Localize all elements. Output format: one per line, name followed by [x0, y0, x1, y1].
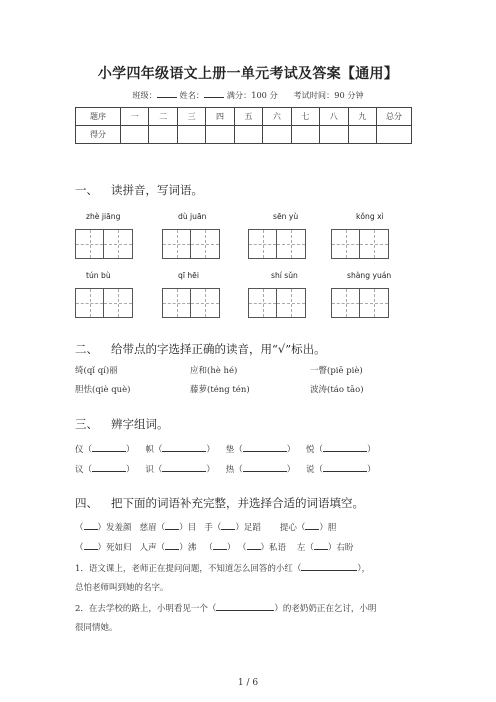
answer-blank[interactable] [165, 541, 179, 550]
answer-blank[interactable] [84, 521, 98, 530]
idiom-text: 胆 [327, 523, 337, 533]
writing-grid[interactable] [75, 229, 133, 259]
question-text: ）的老奶奶正在乞讨，小明 [274, 604, 377, 614]
char: 议 [75, 465, 84, 475]
score-cell: 总分 [377, 108, 412, 126]
question-1-cont: 总怕老师叫到她的名字。 [75, 583, 169, 593]
char: 识 [145, 465, 154, 475]
item-options: (qiè què) [92, 385, 131, 395]
item-options: (táo tāo) [327, 385, 364, 395]
item-word-end: 丽 [109, 366, 118, 376]
answer-blank[interactable] [165, 521, 179, 530]
answer-blank[interactable] [323, 443, 367, 452]
section-3-heading [75, 416, 169, 432]
char: 悦 [306, 445, 315, 455]
score-input-cell[interactable] [377, 126, 412, 144]
idiom-text: 人声 [139, 543, 157, 553]
item-word: 一瞥 [310, 366, 328, 376]
word-row-2: 议（ ） 识（ ） 热（ ） 说（ ） [75, 465, 376, 475]
score-cell: 六 [263, 108, 291, 126]
item-word: 应和 [190, 366, 208, 376]
name-blank [204, 89, 224, 98]
score-cell: 题序 [76, 108, 121, 126]
writing-grid[interactable] [162, 288, 220, 318]
score-row-label: 得分 [76, 126, 121, 144]
score-input-cell[interactable] [320, 126, 348, 144]
char: 垫 [225, 445, 235, 455]
char: 热 [225, 465, 235, 475]
score-input-cell[interactable] [206, 126, 234, 144]
score-input-cell[interactable] [263, 126, 291, 144]
reading-item[interactable] [310, 383, 364, 395]
answer-blank[interactable] [92, 463, 126, 472]
question-1 [75, 562, 370, 574]
idiom-text: 提心 [279, 523, 297, 533]
exam-info [0, 89, 496, 101]
item-word: 波涛 [310, 385, 328, 395]
item-options: (hè hé) [207, 366, 238, 376]
score-cell: 四 [206, 108, 234, 126]
section-number: 一、 [75, 183, 98, 197]
answer-blank[interactable] [243, 443, 287, 452]
score-cell: 八 [320, 108, 348, 126]
idiom-text: 足蹈 [243, 523, 261, 533]
idiom-row-1: （ ）发羞颜 慈眉（ ）目 手（ ）足蹈 提心（ ）胆 [75, 523, 337, 533]
question-text: ）， [357, 564, 371, 574]
writing-grid[interactable] [248, 229, 306, 259]
idiom-text: 沸 [187, 543, 197, 553]
pinyin-3: sēn yù [273, 212, 299, 221]
word-row-1: 仪（ ） 帜（ ） 垫（ ） 悦（ ） [75, 445, 376, 455]
exam-time: 考试时间：90 分钟 [293, 90, 364, 100]
pinyin-2: dù juān [178, 212, 207, 221]
section-2-heading [75, 341, 326, 357]
writing-grid[interactable] [248, 288, 306, 318]
writing-grid[interactable] [331, 229, 389, 259]
section-number: 二、 [75, 342, 98, 356]
question-2 [75, 602, 376, 614]
question-text: 1．语文课上，老师正在提问问题，不知道怎么回答的小红（ [75, 564, 302, 574]
reading-item[interactable] [190, 383, 250, 395]
score-input-cell[interactable] [291, 126, 319, 144]
answer-blank[interactable] [314, 541, 328, 550]
reading-item[interactable] [310, 364, 363, 376]
score-input-cell[interactable] [177, 126, 205, 144]
answer-blank[interactable] [162, 463, 206, 472]
pinyin-7: shí sǔn [271, 271, 298, 280]
section-title: 辨字组词。 [111, 417, 169, 431]
idiom-row-2: （ ）死如归 人声（ ）沸 （ ） （ ）私语 左（ ）右盼 [75, 543, 354, 553]
reading-item[interactable] [190, 364, 237, 376]
pinyin-4: kǒng xì [356, 212, 384, 221]
score-input-cell[interactable] [348, 126, 377, 144]
idiom-text: 死如归 [106, 543, 132, 553]
score-table-header-row [76, 108, 412, 126]
writing-grid[interactable] [162, 229, 220, 259]
question-text: 2．在去学校的路上，小明看见一个（ [75, 604, 217, 614]
section-title: 读拼音，写词语。 [111, 183, 203, 197]
answer-blank[interactable] [301, 562, 357, 571]
section-1-heading [75, 182, 203, 198]
char: 帜 [145, 445, 154, 455]
writing-grid[interactable] [331, 288, 389, 318]
name-label: 姓名： [179, 90, 205, 100]
score-input-cell[interactable] [234, 126, 262, 144]
section-title: 给带点的字选择正确的读音，用“√”标出。 [111, 342, 326, 356]
class-blank [157, 89, 177, 98]
idiom-text: 私语 [269, 543, 287, 553]
answer-blank[interactable] [221, 521, 235, 530]
item-options: (piē piè) [327, 366, 363, 376]
pinyin-8: shàng yuán [347, 271, 392, 280]
answer-blank[interactable] [247, 541, 261, 550]
score-cell: 九 [348, 108, 377, 126]
score-cell: 三 [177, 108, 205, 126]
idiom-text: 手 [204, 523, 213, 533]
writing-grid[interactable] [75, 288, 133, 318]
item-options: (qǐ qí) [83, 366, 110, 376]
answer-blank[interactable] [216, 602, 274, 611]
answer-blank[interactable] [92, 443, 126, 452]
item-word: 胆怯 [75, 385, 93, 395]
score-input-cell[interactable] [121, 126, 149, 144]
answer-blank[interactable] [305, 521, 319, 530]
item-options: (téng tén) [207, 385, 250, 395]
section-4-heading [75, 495, 364, 511]
score-table [75, 107, 412, 144]
item-word: 藤萝 [190, 385, 208, 395]
score-cell: 五 [234, 108, 262, 126]
class-label: 班级： [132, 90, 157, 100]
idiom-text: 发羞颜 [106, 523, 132, 533]
section-number: 三、 [75, 417, 98, 431]
idiom-text: 左 [296, 543, 306, 553]
pinyin-5: tún bù [86, 271, 111, 280]
answer-blank[interactable] [323, 463, 367, 472]
reading-item[interactable] [75, 383, 131, 395]
page-number: 1 / 6 [237, 678, 259, 688]
char: 说 [306, 465, 315, 475]
pinyin-1: zhè jiāng [86, 212, 121, 221]
score-cell: 二 [149, 108, 177, 126]
score-input-cell[interactable] [149, 126, 177, 144]
score-cell: 七 [291, 108, 319, 126]
idiom-text: 慈眉 [139, 523, 157, 533]
section-number: 四、 [75, 496, 98, 510]
idiom-text: 目 [187, 523, 197, 533]
answer-blank[interactable] [243, 463, 287, 472]
question-2-cont: 很同情她。 [75, 623, 118, 633]
score-cell: 一 [121, 108, 149, 126]
pinyin-6: qī hēi [178, 271, 199, 280]
full-score: 满分：100 分 [226, 90, 278, 100]
item-word: 绮 [75, 366, 84, 376]
idiom-text: 右盼 [336, 543, 354, 553]
answer-blank[interactable] [162, 443, 206, 452]
score-table-score-row [76, 126, 412, 144]
char: 仪 [75, 445, 84, 455]
section-title: 把下面的词语补充完整，并选择合适的词语填空。 [111, 496, 364, 510]
answer-blank[interactable] [84, 541, 98, 550]
page-title: 小学四年级语文上册一单元考试及答案【通用】 [97, 66, 399, 82]
answer-blank[interactable] [213, 541, 227, 550]
reading-item[interactable] [75, 364, 118, 376]
